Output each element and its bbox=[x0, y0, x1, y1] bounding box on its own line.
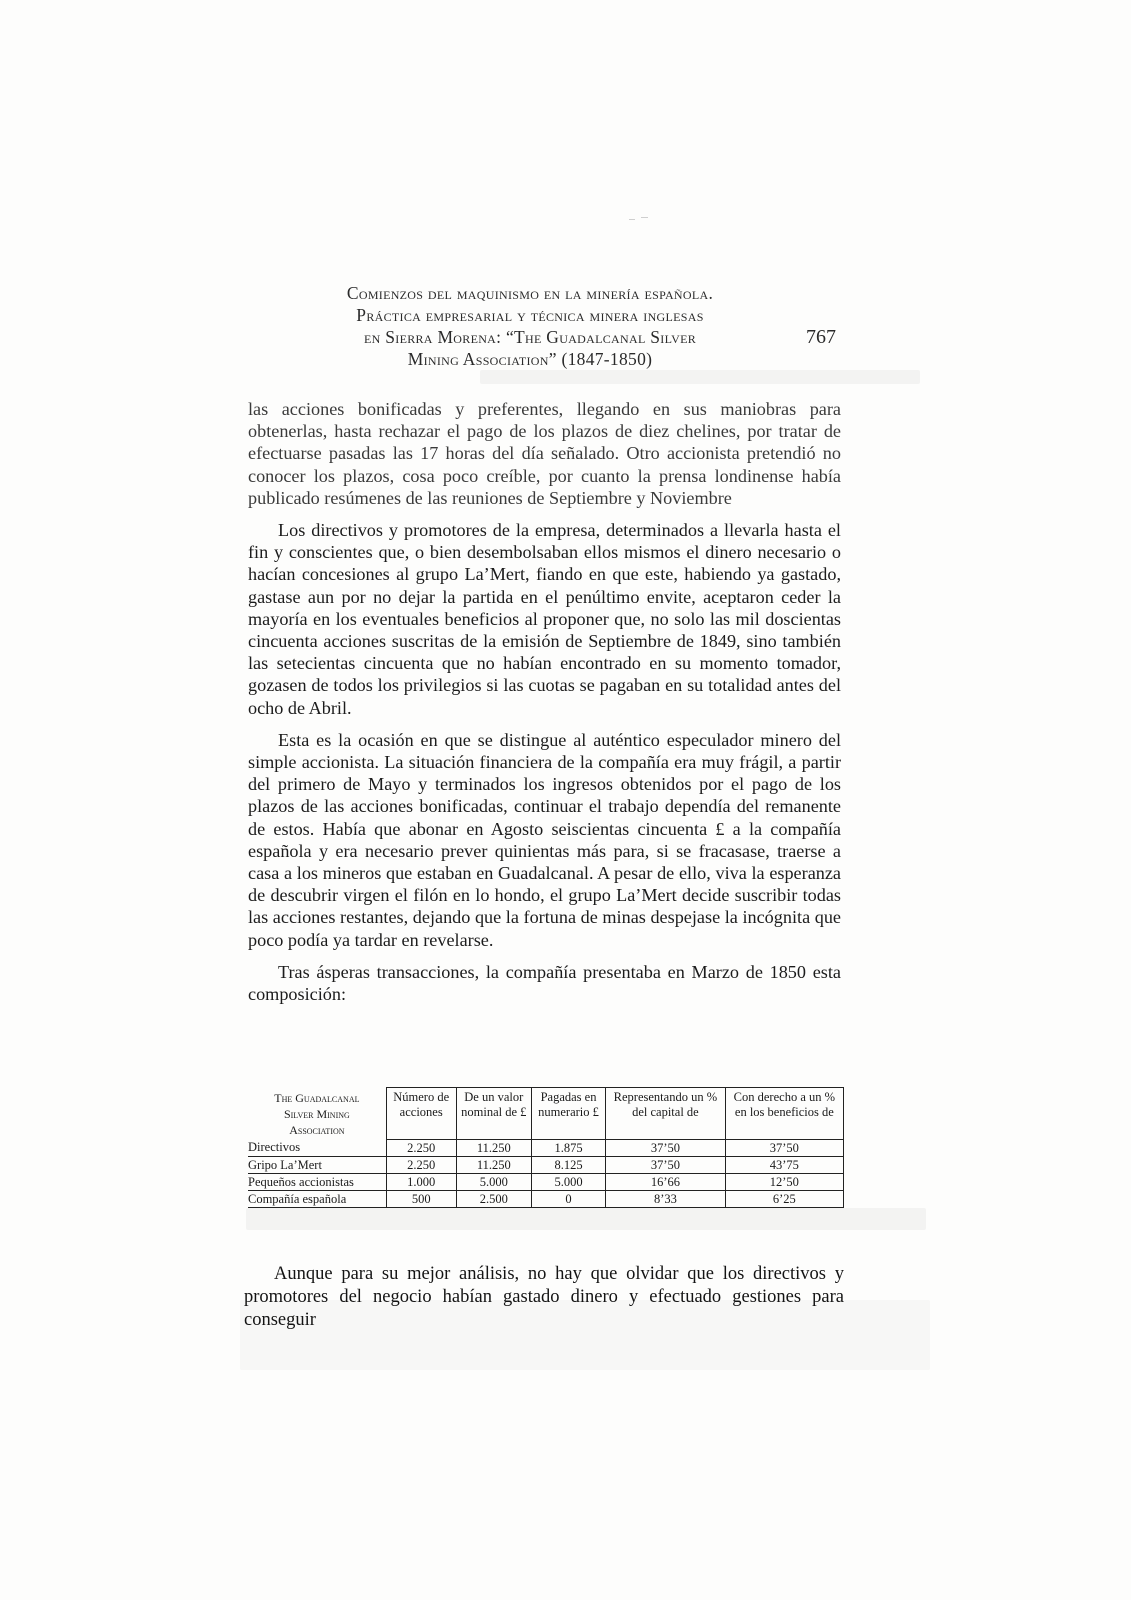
table-cell: 11.250 bbox=[456, 1157, 531, 1174]
page-number: 767 bbox=[806, 326, 836, 348]
table-cell: 1.875 bbox=[531, 1140, 605, 1157]
header-line: en Sierra Morena: “The Guadalcanal Silver bbox=[363, 327, 697, 347]
table-cell: 12’50 bbox=[725, 1174, 843, 1191]
table-row bbox=[248, 1191, 844, 1208]
column-header: Representando un % del capital de bbox=[606, 1088, 726, 1140]
body-text bbox=[248, 398, 841, 1015]
table-row bbox=[248, 1140, 844, 1157]
table-row bbox=[248, 1157, 844, 1174]
paragraph: Esta es la ocasión en que se distingue al auténtico especulador minero del simple accionista. La situación financiera de la compañía era muy frágil, a partir del primero de Mayo y terminados los ingresos obtenidos por el pago de los plazos de las acciones bonificadas, continuar el trabajo dependía del remanente de estos. Había que abonar en Agosto seiscientas cincuenta £ a la compañía española y era necesario prever quinientas más para, si se fracasase, traerse a casa a los mineros que estaban en Guadalcanal. A pesar de ello, viva la esperanza de descubrir virgen el filón en lo hondo, el grupo La’Mert decide suscribir todas las acciones restantes, dejando que la fortuna de minas despejase la incógnita que poco podía ya tardar en revelarse. bbox=[248, 729, 841, 950]
row-label: Directivos bbox=[248, 1140, 386, 1157]
header-line: Comienzos del maquinismo en la minería española. bbox=[346, 283, 714, 303]
table-cell: 2.250 bbox=[386, 1140, 456, 1157]
table-cell: 2.500 bbox=[456, 1191, 531, 1208]
table-cell: 16’66 bbox=[606, 1174, 726, 1191]
table-cell: 37’50 bbox=[725, 1140, 843, 1157]
table-cell: 8’33 bbox=[606, 1191, 726, 1208]
closing-paragraph: Aunque para su mejor análisis, no hay que olvidar que los directivos y promotores del negocio habían gastado dinero y efectuado gestiones para conseguir bbox=[244, 1264, 844, 1330]
table-cell: 43’75 bbox=[725, 1157, 843, 1174]
table-cell: 2.250 bbox=[386, 1157, 456, 1174]
paragraph: Tras ásperas transacciones, la compañía presentaba en Marzo de 1850 esta composición: bbox=[248, 961, 841, 1005]
row-label: Pequeños accionistas bbox=[248, 1174, 386, 1191]
table-cell: 37’50 bbox=[606, 1157, 726, 1174]
header-line: Práctica empresarial y técnica minera inglesas bbox=[356, 305, 704, 325]
bleed-through bbox=[246, 1208, 926, 1230]
table-header-row bbox=[248, 1088, 844, 1140]
table-title-cell bbox=[248, 1088, 386, 1140]
row-label: Compañía española bbox=[248, 1191, 386, 1208]
bleed-through bbox=[480, 370, 920, 384]
row-label: Gripo La’Mert bbox=[248, 1157, 386, 1174]
table-cell: 11.250 bbox=[456, 1140, 531, 1157]
paragraph: las acciones bonificadas y preferentes, llegando en sus maniobras para obtenerlas, hasta rechazar el pago de los plazos de diez chelines, por tratar de efectuarse pasadas las 17 horas del día señalado. Otro accionista pretendió no conocer los plazos, cosa poco creíble, por cuanto la prensa londinense había publicado resúmenes de las reuniones de Septiembre y Noviembre bbox=[248, 399, 841, 508]
table-title-line: Silver Mining bbox=[283, 1106, 350, 1121]
running-header bbox=[290, 282, 770, 370]
table-cell: 6’25 bbox=[725, 1191, 843, 1208]
table-title-line: Association bbox=[289, 1122, 345, 1137]
shareholder-table bbox=[248, 1087, 844, 1208]
column-header: Pagadas en numerario £ bbox=[531, 1088, 605, 1140]
column-header: Número de acciones bbox=[386, 1088, 456, 1140]
column-header: Con derecho a un % en los beneficios de bbox=[725, 1088, 843, 1140]
scan-mark bbox=[629, 219, 635, 220]
table-row bbox=[248, 1174, 844, 1191]
table-cell: 500 bbox=[386, 1191, 456, 1208]
header-line: Mining Association” (1847-1850) bbox=[407, 349, 653, 369]
table-cell: 5.000 bbox=[531, 1174, 605, 1191]
column-header: De un valor nominal de £ bbox=[456, 1088, 531, 1140]
paragraph: Los directivos y promotores de la empresa, determinados a llevarla hasta el fin y conscientes que, o bien desembolsaban ellos mismos el dinero necesario o hacían concesiones al grupo La’Mert, fiando en que este, habiendo ya gastado, gastase aun por no dejar la partida en el penúltimo envite, aceptaron ceder la mayoría en los eventuales beneficios al proponer que, no solo las mil doscientas cincuenta acciones suscritas de la emisión de Septiembre de 1849, sino también las setecientas cincuenta que no habían encontrado en su momento tomador, gozasen de todos los privilegios si las cuotas se pagaban en su totalidad antes del ocho de Abril. bbox=[248, 520, 841, 718]
table-cell: 5.000 bbox=[456, 1174, 531, 1191]
table-cell: 37’50 bbox=[606, 1140, 726, 1157]
scan-mark bbox=[641, 217, 648, 218]
table-cell: 0 bbox=[531, 1191, 605, 1208]
table-title-line: The Guadalcanal bbox=[274, 1090, 360, 1105]
table-cell: 1.000 bbox=[386, 1174, 456, 1191]
table-cell: 8.125 bbox=[531, 1157, 605, 1174]
